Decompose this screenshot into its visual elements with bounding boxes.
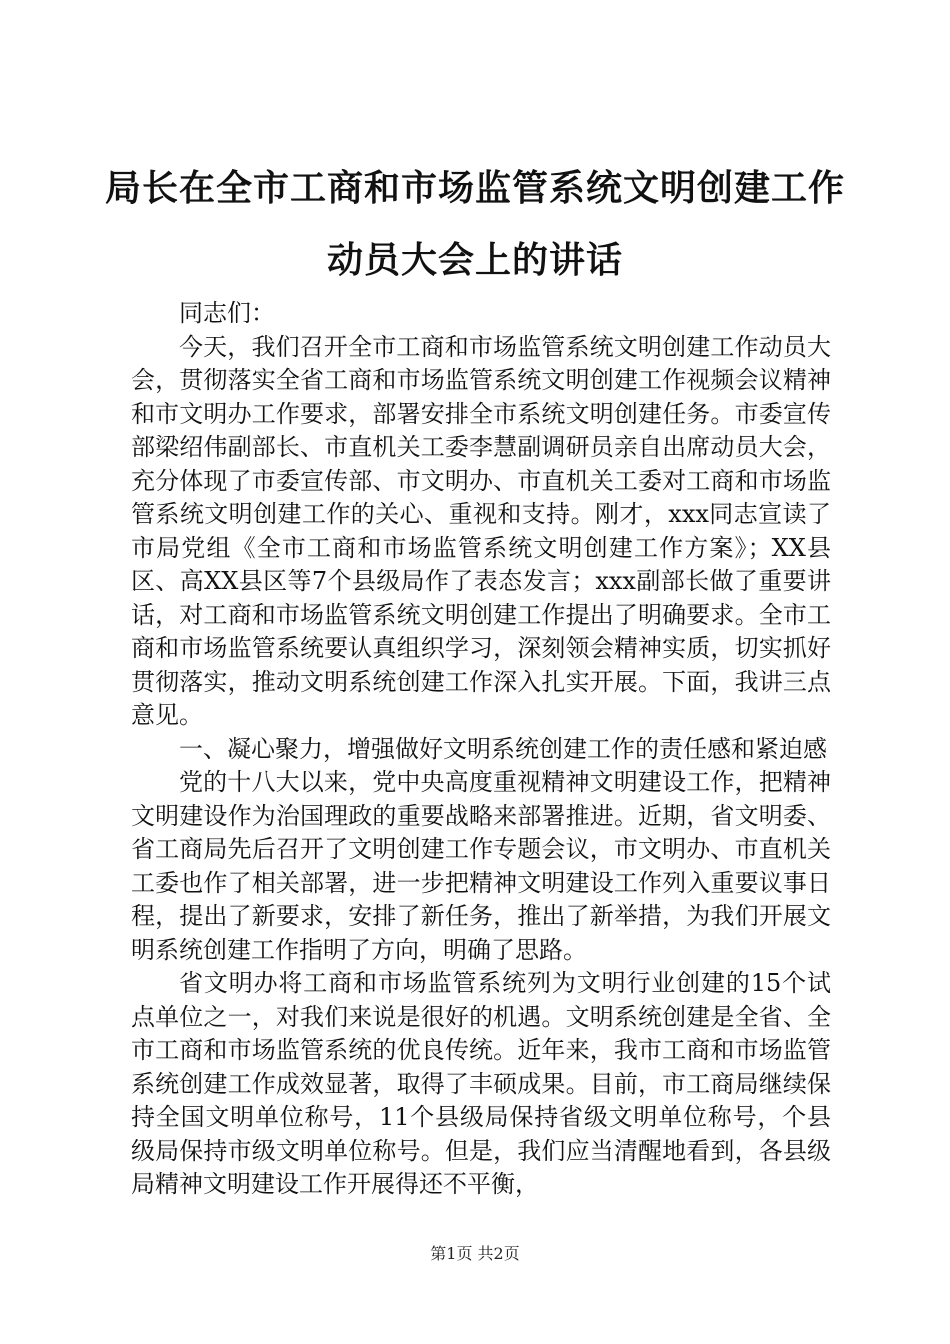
paragraph-intro: 今天，我们召开全市工商和市场监管系统文明创建工作动员大会，贯彻落实全省工商和市场监管系统文明创建工作视频会议精神和市文明办工作要求，部署安排全市系统文明创建任务。市委宣传部梁绍伟副部长、市直机关工委李慧副调研员亲自出席动员大会，充分体现了市委宣传部、市文明办、市直机关工委对工商和市场监管系统文明创建工作的关心、重视和支持。刚才，xxx同志宣读了市局党组《全市工商和市场监管系统文明创建工作方案》；XX县区、高XX县区等7个县级局作了表态发言；xxx副部长做了重要讲话，对工商和市场监管系统文明创建工作提出了明确要求。全市工商和市场监管系统要认真组织学习，深刻领会精神实质，切实抓好贯彻落实，推动文明系统创建工作深入扎实开展。下面，我讲三点意见。 [131, 332, 831, 729]
paragraph: 省文明办将工商和市场监管系统列为文明行业创建的15个试点单位之一，对我们来说是很好的机遇。文明系统创建是全省、全市工商和市场监管系统的优良传统。近年来，我市工商和市场监管系统创建工作成效显著，取得了丰硕成果。目前，市工商局继续保持全国文明单位称号，11个县级局保持省级文明单位称号，个县级局保持市级文明单位称号。但是，我们应当清醒地看到，各县级局精神文明建设工作开展得还不平衡， [131, 969, 831, 1198]
title-line-2: 动员大会上的讲话 [326, 239, 623, 281]
document-title [100, 152, 850, 296]
paragraph: 党的十八大以来，党中央高度重视精神文明建设工作，把精神文明建设作为治国理政的重要战略来部署推进。近期，省文明委、省工商局先后召开了文明创建工作专题会议，市文明办、市直机关工委也作了相关部署，进一步把精神文明建设工作列入重要议事日程，提出了新要求，安排了新任务，推出了新举措，为我们开展文明系统创建工作指明了方向，明确了思路。 [131, 768, 831, 964]
section-heading-1: 一、凝心聚力，增强做好文明系统创建工作的责任感和紧迫感 [179, 734, 827, 763]
page-footer: 第1页 共2页 [430, 1244, 520, 1263]
document-body [131, 297, 831, 1202]
salutation: 同志们： [179, 299, 275, 327]
title-line-1: 局长在全市工商和市场监管系统文明创建工作 [104, 167, 845, 209]
